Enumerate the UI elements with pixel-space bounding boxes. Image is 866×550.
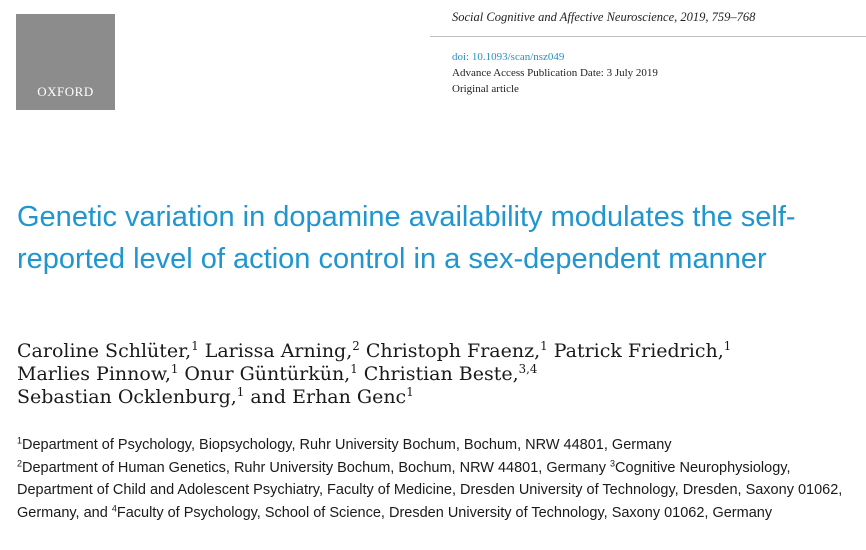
author-name: Christian Beste,: [363, 363, 519, 385]
author-name: Marlies Pinnow,: [17, 363, 171, 385]
author-affil-sup: 1: [540, 338, 548, 353]
affil-sup: 2: [17, 458, 22, 469]
author-line: [17, 340, 862, 363]
author-name: Caroline Schlüter,: [17, 340, 192, 362]
affil-text: Department of Psychology, Biopsychology, Ruhr University Bochum, Bochum, NRW 44801, Germany: [22, 437, 672, 453]
affiliation-2-3-4: [17, 457, 862, 525]
journal-citation: Social Cognitive and Affective Neuroscience, 2019, 759–768: [452, 10, 756, 24]
author-affil-sup: 1: [236, 384, 245, 399]
author-affil-sup: 1: [170, 361, 179, 376]
author-affil-sup: 1: [406, 384, 414, 399]
author-name: Sebastian Ocklenburg,: [17, 386, 237, 408]
author-list: [17, 340, 862, 409]
affil-sup: 4: [111, 503, 117, 514]
author-line: [17, 386, 862, 409]
author-name: Christoph Fraenz,: [365, 340, 541, 362]
author-affil-sup: 3,4: [518, 361, 538, 376]
affil-text: Department of Human Genetics, Ruhr University Bochum, Bochum, NRW 44801, Germany: [22, 459, 611, 476]
author-name: Onur Güntürkün,: [184, 363, 351, 385]
access-date: Advance Access Publication Date: 3 July 2019: [452, 67, 658, 79]
article-type: Original article: [452, 83, 519, 95]
article-title: Genetic variation in dopamine availability modulates the self-reported level of action control in a sex-dependent manner: [17, 201, 796, 275]
doi-link[interactable]: doi: 10.1093/scan/nsz049: [452, 51, 565, 63]
affiliations: [17, 434, 862, 524]
author-affil-sup: 1: [350, 361, 358, 376]
affil-text: Cognitive Neurophysiology, Department of Child and Adolescent Psychiatry, Faculty of Medicine, Dresden University of Technology, Dresden, Saxony 01062, Germany, and: [17, 459, 843, 521]
article-meta: [452, 49, 658, 97]
author-affil-sup: 1: [723, 338, 732, 353]
header-divider: [430, 36, 866, 37]
author-line: [17, 363, 862, 386]
author-affil-sup: 1: [191, 338, 199, 353]
affil-sup: 3: [610, 458, 616, 469]
affiliation-1: [17, 434, 862, 457]
affil-text: Faculty of Psychology, School of Science, Dresden University of Technology, Saxony 01062, Germany: [116, 504, 773, 521]
logo-text: OXFORD: [37, 84, 94, 99]
author-name: Patrick Friedrich,: [553, 340, 724, 362]
author-name: and Erhan Genc: [250, 386, 407, 408]
author-affil-sup: 2: [352, 338, 360, 353]
publisher-logo: [16, 14, 115, 110]
author-name: Larissa Arning,: [204, 340, 353, 362]
affil-sup: 1: [17, 435, 22, 446]
